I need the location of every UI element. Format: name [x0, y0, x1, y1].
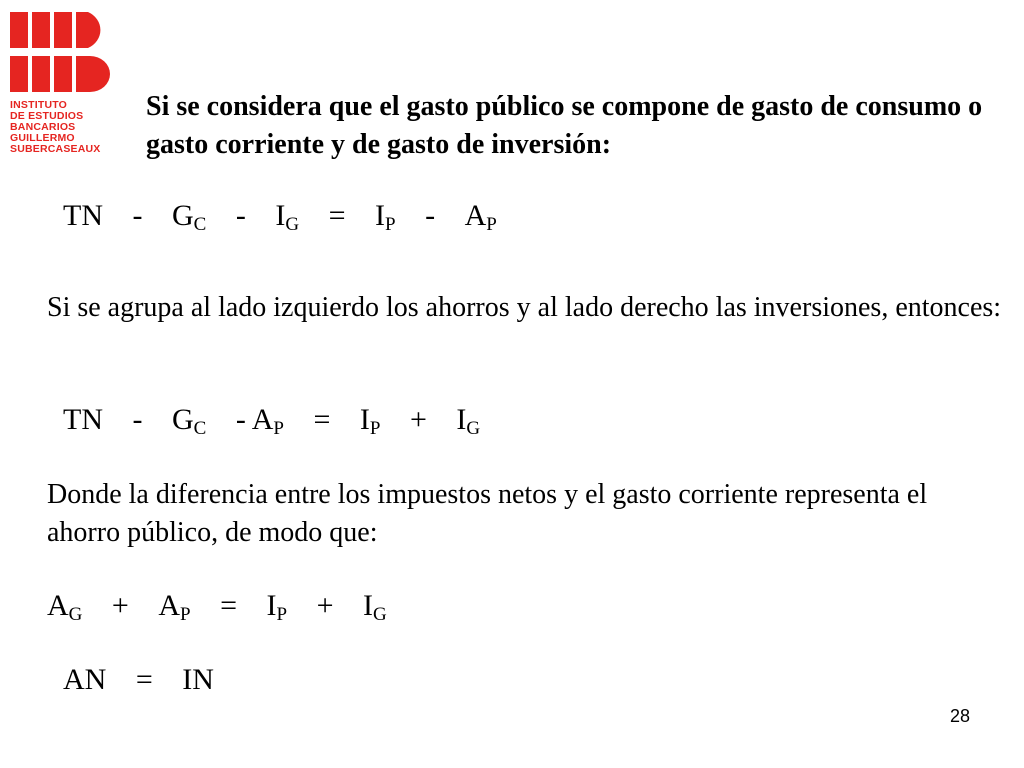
eq-term: $I_G$ [456, 403, 481, 439]
eq-operator: = [135, 663, 153, 696]
logo-mark-icon [10, 12, 110, 92]
eq-term: $I_P$ [375, 199, 396, 235]
eq-operator: - [132, 199, 143, 232]
eq-term: $G_C$ [172, 403, 207, 439]
eq-term: $I_G$ [363, 589, 387, 625]
eq-term: TN [63, 199, 103, 232]
logo-text [10, 100, 110, 155]
eq-term: $A_P$ [464, 199, 497, 235]
logo-line: BANCARIOS [10, 121, 76, 133]
eq-operator: = [220, 589, 237, 622]
slide-heading: Si se considera que el gasto público se compone de gasto de consumo o gasto corriente y de gasto de inversión: [146, 91, 983, 160]
paragraph-2: Donde la diferencia entre los impuestos netos y el gasto corriente representa el ahorro público, de modo que: [47, 479, 928, 548]
eq-operator: = [313, 403, 331, 436]
equation-2 [63, 402, 480, 438]
eq-term: - $A_P$ [235, 403, 284, 439]
eq-term: $I_G$ [275, 199, 300, 235]
logo-line: INSTITUTO [10, 99, 68, 111]
eq-operator: - [132, 403, 143, 436]
logo-line: SUBERCASEAUX [10, 143, 101, 155]
paragraph-1: Si se agrupa al lado izquierdo los ahorros y al lado derecho las inversiones, entonces: [47, 292, 1002, 323]
eq-operator: - [235, 199, 246, 232]
eq-term: IN [182, 663, 214, 696]
eq-term: $I_P$ [359, 403, 381, 439]
eq-term: $I_P$ [266, 589, 288, 625]
eq-term: AN [63, 663, 107, 696]
eq-term: $G_C$ [172, 199, 207, 235]
logo-line: GUILLERMO [10, 132, 75, 144]
eq-operator: - [425, 199, 436, 232]
eq-term: $A_P$ [158, 589, 191, 625]
eq-operator: = [328, 199, 346, 232]
institute-logo [10, 12, 110, 155]
eq-operator: + [111, 589, 129, 622]
eq-term: TN [63, 403, 103, 436]
equation-1 [63, 198, 497, 234]
eq-operator: + [409, 403, 427, 436]
eq-operator: + [316, 589, 334, 622]
equation-3 [47, 588, 387, 624]
logo-line: DE ESTUDIOS [10, 110, 84, 122]
eq-term: $A_G$ [47, 589, 83, 625]
equation-4 [63, 662, 214, 698]
page-number: 28 [949, 706, 970, 726]
